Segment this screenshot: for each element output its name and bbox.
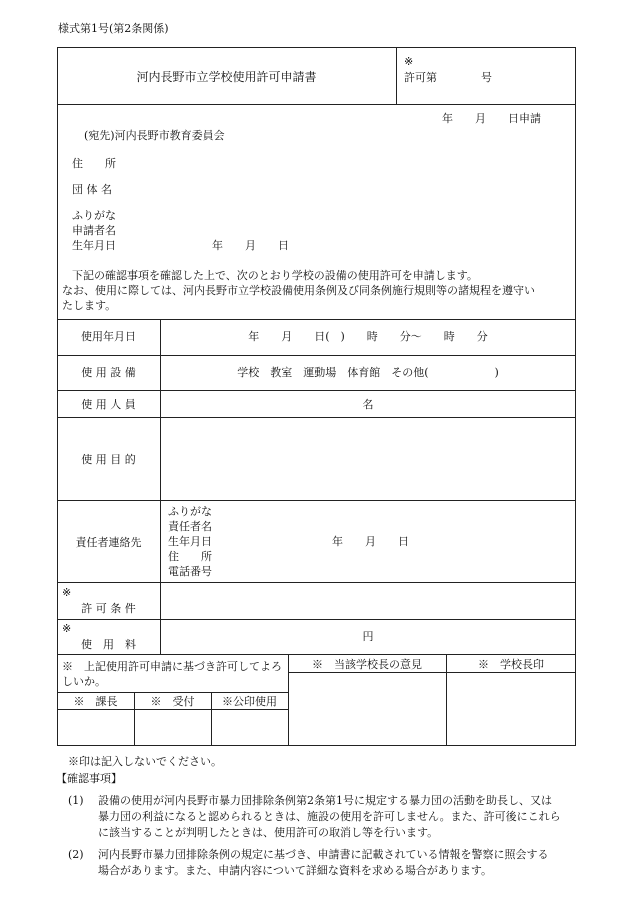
fee-mark: ※ [62, 622, 72, 635]
people-label: 使 用 人 員 [81, 398, 136, 411]
receipt-label: ※ 受付 [150, 695, 195, 708]
confirmation-item-1-line-1: 設備の使用が河内長野市暴力団排除条例第2条第1号に規定する暴力団の活動を助長し、又は [98, 794, 552, 807]
facility-label: 使 用 設 備 [81, 366, 136, 379]
contact-name: 責任者名 [168, 520, 212, 533]
permit-number: 許可第 号 [404, 71, 492, 84]
group-name-label: 団 体 名 [72, 183, 112, 196]
conditions-mark: ※ [62, 586, 72, 599]
contact-label: 責任者連絡先 [75, 536, 142, 549]
permit-approval-note: ※ 上記使用許可申請に基づき許可してよろしいか。 [62, 660, 282, 688]
confirmation-item-2-number: (2) [68, 848, 84, 861]
confirmation-item-2-line-2: 場合があります。また、申請内容について詳細な資料を求める場合があります。 [98, 864, 493, 877]
statement-line-1: 下記の確認事項を確認した上で、次のとおり学校の設備の使用許可を申請します。 [72, 269, 478, 282]
contact-birth-value: 年 月 日 [332, 535, 409, 548]
official-seal-label: ※公印使用 [222, 695, 277, 708]
people-value: 名 [362, 398, 374, 411]
birth-date-label: 生年月日 [72, 239, 116, 252]
confirmation-item-1-line-3: に該当することが判明したときは、使用許可の取消し等を行います。 [98, 826, 439, 839]
birth-date-value: 年 月 日 [212, 239, 289, 252]
purpose-label: 使 用 目 的 [81, 453, 136, 466]
contact-address: 住 所 [168, 550, 212, 563]
facility-value: 学校 教室 運動場 体育館 その他( ) [237, 366, 499, 379]
confirmation-item-1-line-2: 暴力団の利益になると認められるときは、施設の使用を許可しません。また、許可後にこれら [98, 810, 561, 823]
use-date-value: 年 月 日( ) 時 分〜 時 分 [248, 330, 488, 343]
section-chief-label: ※ 課長 [73, 695, 118, 708]
conditions-label: 許 可 条 件 [81, 602, 136, 615]
confirmation-heading: 【確認事項】 [56, 772, 122, 785]
use-date-label: 使用年月日 [81, 330, 136, 343]
addressee: (宛先)河内長野市教育委員会 [84, 129, 225, 142]
application-date: 年 月 日申請 [442, 112, 541, 125]
contact-birth: 生年月日 [168, 535, 212, 548]
statement-line-2: なお、使用に際しては、河内長野市立学校設備使用条例及び同条例施行規則等の諸規程を遵守い [62, 284, 535, 297]
fee-value: 円 [362, 630, 374, 643]
address-label: 住 所 [72, 157, 116, 170]
principal-seal-label: ※ 学校長印 [478, 658, 544, 671]
fee-label: 使 用 料 [81, 638, 136, 651]
form-number: 様式第1号(第2条関係) [58, 22, 169, 35]
form-title: 河内長野市立学校使用許可申請書 [136, 70, 317, 84]
note-line: ※印は記入しないでください。 [68, 755, 222, 768]
confirmation-item-1-number: (1) [68, 794, 84, 807]
applicant-name-label: 申請者名 [72, 224, 116, 237]
contact-furigana: ふりがな [168, 505, 212, 518]
furigana-label: ふりがな [72, 209, 116, 222]
statement-line-3: たします。 [62, 299, 117, 312]
confirmation-item-2-line-1: 河内長野市暴力団排除条例の規定に基づき、申請書に記載されている情報を警察に照会する [98, 848, 549, 861]
permit-mark: ※ [404, 55, 414, 68]
principal-opinion-label: ※ 当該学校長の意見 [312, 658, 422, 671]
contact-phone: 電話番号 [168, 565, 212, 578]
